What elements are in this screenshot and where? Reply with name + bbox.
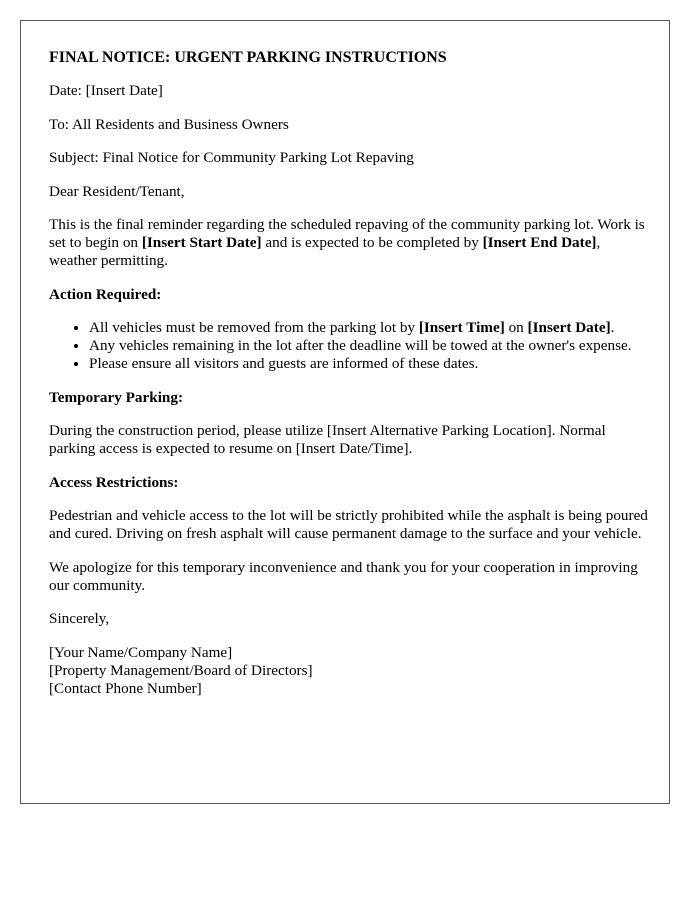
notice-document — [49, 49, 649, 698]
to-line: To: All Residents and Business Owners — [49, 115, 289, 133]
time-placeholder: [Insert Time] — [418, 319, 505, 336]
temporary-parking-heading: Temporary Parking: — [49, 388, 184, 406]
action-item-1-text-3: . — [610, 319, 615, 336]
action-item-remove-vehicles — [89, 319, 649, 337]
intro-text-2: and is expected to be completed by — [261, 234, 483, 251]
intro-paragraph — [49, 216, 649, 270]
date-placeholder: [Insert Date] — [527, 319, 611, 336]
apology-paragraph: We apologize for this temporary inconvenience and thank you for your cooperation in improving our community. — [49, 558, 638, 594]
action-item-inform-guests: • Please ensure all visitors and guests are informed of these dates. — [89, 355, 649, 373]
signature-name: [Your Name/Company Name] — [49, 643, 233, 661]
notice-title: FINAL NOTICE: URGENT PARKING INSTRUCTIONS — [49, 49, 447, 66]
signature-phone: [Contact Phone Number] — [49, 679, 202, 697]
start-date-placeholder: [Insert Start Date] — [141, 234, 262, 251]
subject-line: Subject: Final Notice for Community Parking Lot Repaving — [49, 149, 414, 166]
closing: Sincerely, — [49, 610, 110, 627]
action-item-towing: • Any vehicles remaining in the lot after the deadline will be towed at the owner's expense. — [89, 337, 649, 355]
action-required-heading: Action Required: — [49, 285, 162, 303]
notice-page — [20, 20, 670, 804]
action-list — [49, 319, 649, 373]
end-date-placeholder: [Insert End Date] — [482, 234, 597, 251]
action-item-1-text-2: on — [504, 319, 528, 336]
temporary-parking-text: During the construction period, please utilize [Insert Alternative Parking Location]. Normal parking access is expected to resume on [Insert Date/Time]. — [49, 422, 606, 457]
date-line: Date: [Insert Date] — [49, 82, 163, 99]
intro-text-1: This is the final reminder regarding the scheduled repaving of the community parking lot. Work is set to begin on — [49, 216, 645, 251]
access-restrictions-text: Pedestrian and vehicle access to the lot will be strictly prohibited while the asphalt is being poured and cured. Driving on fresh asphalt will cause permanent damage to the surface and your vehicle. — [49, 507, 648, 542]
salutation: Dear Resident/Tenant, — [49, 182, 185, 200]
action-item-1-text-1: All vehicles must be removed from the parking lot by — [89, 319, 419, 336]
access-restrictions-heading: Access Restrictions: — [49, 473, 179, 491]
intro-text-3: , weather permitting. — [49, 234, 601, 269]
signature-block — [49, 644, 649, 698]
signature-organization: [Property Management/Board of Directors] — [49, 661, 313, 679]
